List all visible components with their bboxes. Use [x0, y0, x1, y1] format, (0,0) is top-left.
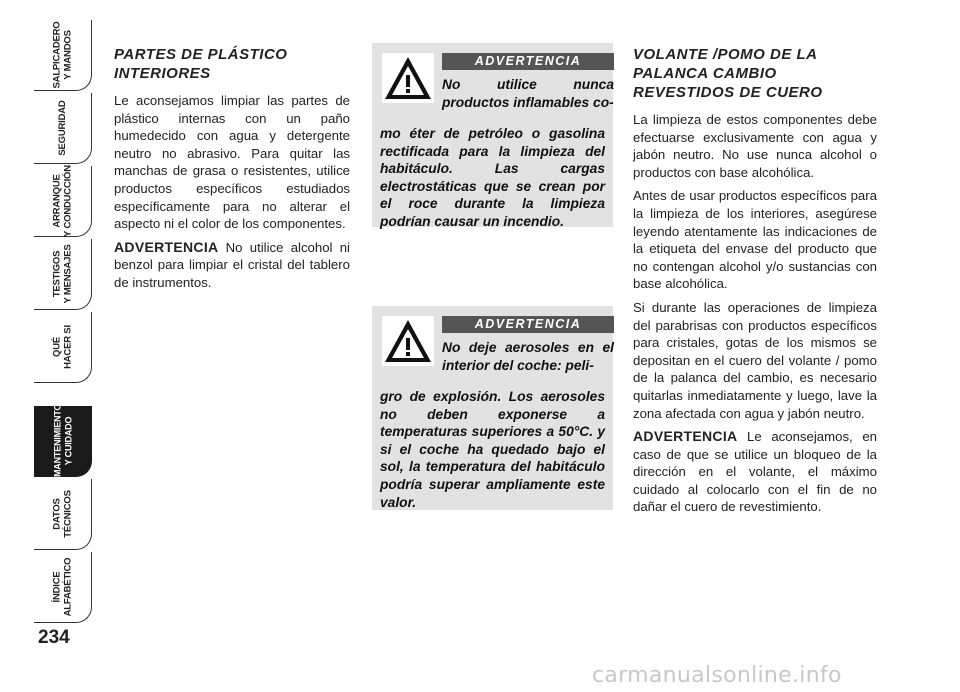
- paragraph: Antes de usar productos específicos para la limpieza de los interiores, asegúrese leyendo atentamente las indicaciones de la etiqueta del envase del producto que no contengan alcohol y/o sustancias con base alcohólica.: [633, 188, 877, 292]
- tab-que-hacer[interactable]: [34, 312, 92, 383]
- section-heading: VOLANTE /POMO DE LA PALANCA CAMBIO REVESTIDOS DE CUERO: [633, 46, 823, 101]
- section-heading: PARTES DE PLÁSTICO INTERIORES: [114, 46, 288, 82]
- tab-datos-tecnicos[interactable]: [34, 479, 92, 550]
- warning-triangle-icon: [382, 53, 434, 103]
- paragraph-warning: [114, 239, 350, 292]
- warning-triangle-icon: [382, 316, 434, 366]
- warning-first-line: No utilice nunca productos inflamables co-: [442, 77, 614, 110]
- warning-box-flammable: [372, 43, 613, 227]
- paragraph-warning: [633, 428, 877, 516]
- column-leather: [633, 45, 877, 522]
- tab-mantenimiento[interactable]: [34, 403, 92, 477]
- warning-text: No utilice alcohol ni benzol para limpiar el cristal del tablero de instrumentos.: [114, 239, 350, 290]
- tab-seguridad[interactable]: [34, 93, 92, 164]
- warning-first-line: No deje aerosoles en el interior del coche: peli-: [442, 340, 614, 373]
- tab-indice[interactable]: [34, 552, 92, 623]
- page-number: 234: [38, 627, 70, 648]
- warning-body: gro de explosión. Los aerosoles no deben exponerse a temperaturas superiores a 50°C. y si el coche ha quedado bajo el sol, la temperatura del habitáculo podría superar ampliamente este valor.: [380, 389, 605, 510]
- warning-lead: ADVERTENCIA: [633, 428, 738, 445]
- column-plastic-parts: [114, 45, 350, 298]
- paragraph: La limpieza de estos componentes debe efectuarse exclusivamente con agua y jabón neutro. No use nunca alcohol o productos con base alcohólica.: [633, 112, 877, 180]
- tab-testigos[interactable]: [34, 239, 92, 310]
- tab-label: TESTIGOS Y MENSAJES: [51, 244, 73, 304]
- tab-label: ÍNDICE ALFABÉTICO: [51, 557, 73, 617]
- warning-text: Le aconsejamos, en caso de que se utilice un bloqueo de la dirección en el volante, el máximo cuidado al colocarlo con el fin de no dañar el cuero de revestimiento.: [633, 429, 877, 515]
- tab-arranque[interactable]: [34, 166, 92, 237]
- paragraph: Si durante las operaciones de limpieza del parabrisas con productos específicos para cristales, gotas de los mismos se depositan en el cuero del volante / pomo de la palanca del cambio, es necesario quitarlas inmediatamente y luego, lave la zona afectada con agua y jabón neutro.: [633, 299, 877, 421]
- tab-salpicadero[interactable]: [34, 20, 92, 91]
- warning-lead: ADVERTENCIA: [114, 238, 219, 255]
- tab-label: SEGURIDAD: [56, 100, 68, 156]
- paragraph: Le aconsejamos limpiar las partes de plástico internas con un paño humedecido con agua y detergente neutro no abrasivo. Para quitar las manchas de grasa o resistentes, utilice productos específicos estudiados específicamente para no alterar el aspecto ni el color de los componentes.: [114, 93, 350, 232]
- chapter-tab-strip: [34, 20, 94, 620]
- tab-label: QUÉ HACER SI: [51, 325, 73, 369]
- tab-label: ARRANQUE Y CONDUCCIÓN: [51, 165, 73, 237]
- tab-label: DATOS TÉCNICOS: [51, 490, 73, 538]
- watermark: carmanualsonline.info: [592, 663, 842, 688]
- warning-body: mo éter de petróleo o gasolina rectificada para la limpieza del habitáculo. Las cargas electrostáticas que se crean por el roce durante la limpieza podrían causar un incendio.: [380, 126, 605, 229]
- warning-tag: ADVERTENCIA: [442, 316, 614, 333]
- warning-tag: ADVERTENCIA: [442, 53, 614, 70]
- tab-label: MANTENIMIENTO Y CUIDADO: [52, 403, 73, 477]
- warning-box-aerosol: [372, 306, 613, 510]
- tab-label: SALPICADERO Y MANDOS: [51, 21, 73, 89]
